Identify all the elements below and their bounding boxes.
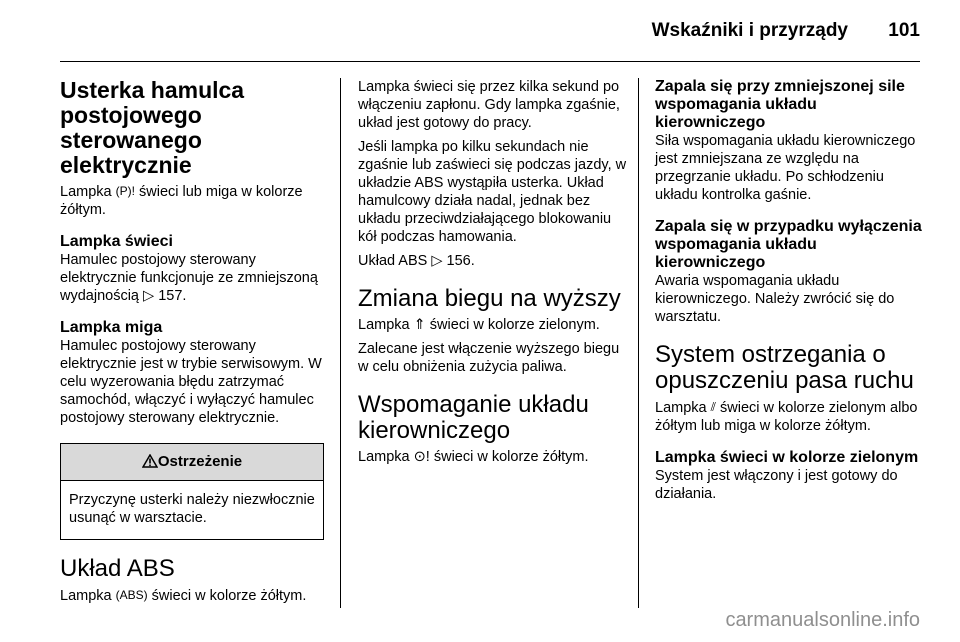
paragraph: Lampka ⇑ świeci w kolorze zielonym. [358, 317, 600, 333]
heading-lamp-green: Lampka świeci w kolorze zielonym [655, 449, 919, 466]
heading-lane-departure: System ostrzegania o opuszczeniu pasa ruchu [655, 341, 914, 394]
heading-assist-off: Zapala się w przypadku wyłączenia wspomagania układu kierowniczego [655, 218, 922, 271]
upshift-icon: ⇑ [413, 317, 426, 333]
paragraph: Zalecane jest włączenie wyższego biegu w celu obniżenia zużycia paliwa. [358, 341, 620, 375]
heading-power-steering: Wspomaganie układu kierowniczego [358, 391, 589, 444]
warning-body: Przyczynę usterki należy niezwłocznie usunąć w warsztacie. [69, 492, 315, 526]
heading-parking-brake-fault: Usterka hamulca postojowego sterowanego elektrycznie [60, 77, 245, 178]
abs-icon: (ABS) [115, 588, 148, 602]
heading-lamp-flashing: Lampka miga [60, 319, 163, 336]
paragraph: Lampka świeci się przez kilka sekund po włączeniu zapłonu. Gdy lampka zgaśnie, układ jest gotowy do pracy. [358, 79, 620, 131]
lane-departure-icon: ⫽ [710, 400, 716, 414]
warning-header [61, 444, 323, 481]
paragraph: System jest włączony i jest gotowy do działania. [655, 468, 898, 502]
paragraph: Układ ABS ▷ 156. [358, 253, 475, 269]
warning-box [60, 443, 324, 540]
paragraph: Hamulec postojowy sterowany elektrycznie funkcjonuje ze zmniejszoną wydajnością ▷ 157. [60, 252, 318, 304]
heading-lamp-on: Lampka świeci [60, 233, 173, 250]
header-divider [60, 61, 920, 62]
column-3 [655, 78, 925, 509]
column-divider [340, 78, 341, 608]
column-1 [60, 78, 326, 611]
paragraph: Siła wspomagania układu kierowniczego jest zmniejszana ze względu na przegrzanie układu. Po schłodzeniu układu kontrolka gaśnie. [655, 133, 916, 203]
heading-upshift: Zmiana biegu na wyższy [358, 285, 621, 312]
paragraph: Lampka ⫽ świeci w kolorze zielonym albo żółtym lub miga w kolorze żółtym. [655, 400, 918, 434]
heading-abs: Układ ABS [60, 555, 175, 582]
paragraph: Lampka (ABS) świeci w kolorze żółtym. [60, 588, 307, 604]
page-number: 101 [888, 20, 920, 41]
column-divider [638, 78, 639, 608]
parking-brake-fault-icon: (P)! [115, 184, 135, 198]
reference-arrow-icon: ▷ [143, 288, 155, 304]
column-2 [358, 78, 628, 472]
header-title: Wskaźniki i przyrządy [651, 20, 848, 41]
paragraph: Lampka (P)! świeci lub miga w kolorze żółtym. [60, 184, 303, 218]
paragraph: Lampka ⊙! świeci w kolorze żółtym. [358, 449, 589, 465]
steering-warning-icon: ⊙! [413, 449, 430, 465]
paragraph: Hamulec postojowy sterowany elektrycznie jest w trybie serwisowym. W celu wyzerowania błędu zatrzymać samochód, włączyć i wyłączyć hamulec postojowy sterowany elektrycznie. [60, 338, 322, 426]
heading-reduced-assist: Zapala się przy zmniejszonej sile wspomagania układu kierowniczego [655, 78, 905, 131]
page-header [0, 0, 960, 62]
watermark: carmanualsonline.info [725, 609, 920, 631]
warning-triangle-icon [142, 454, 158, 468]
warning-title: Ostrzeżenie [157, 453, 243, 470]
paragraph: Awaria wspomagania układu kierowniczego. Należy zwrócić się do warsztatu. [655, 273, 895, 325]
paragraph: Jeśli lampka po kilku sekundach nie zgaśnie lub zaświeci się podczas jazdy, w układzie ABS wystąpiła usterka. Układ hamulcowy działa nadal, jednak bez układu przeciwdziałającego blokowaniu kół podczas hamowania. [358, 139, 627, 245]
reference-arrow-icon: ▷ [431, 253, 443, 269]
